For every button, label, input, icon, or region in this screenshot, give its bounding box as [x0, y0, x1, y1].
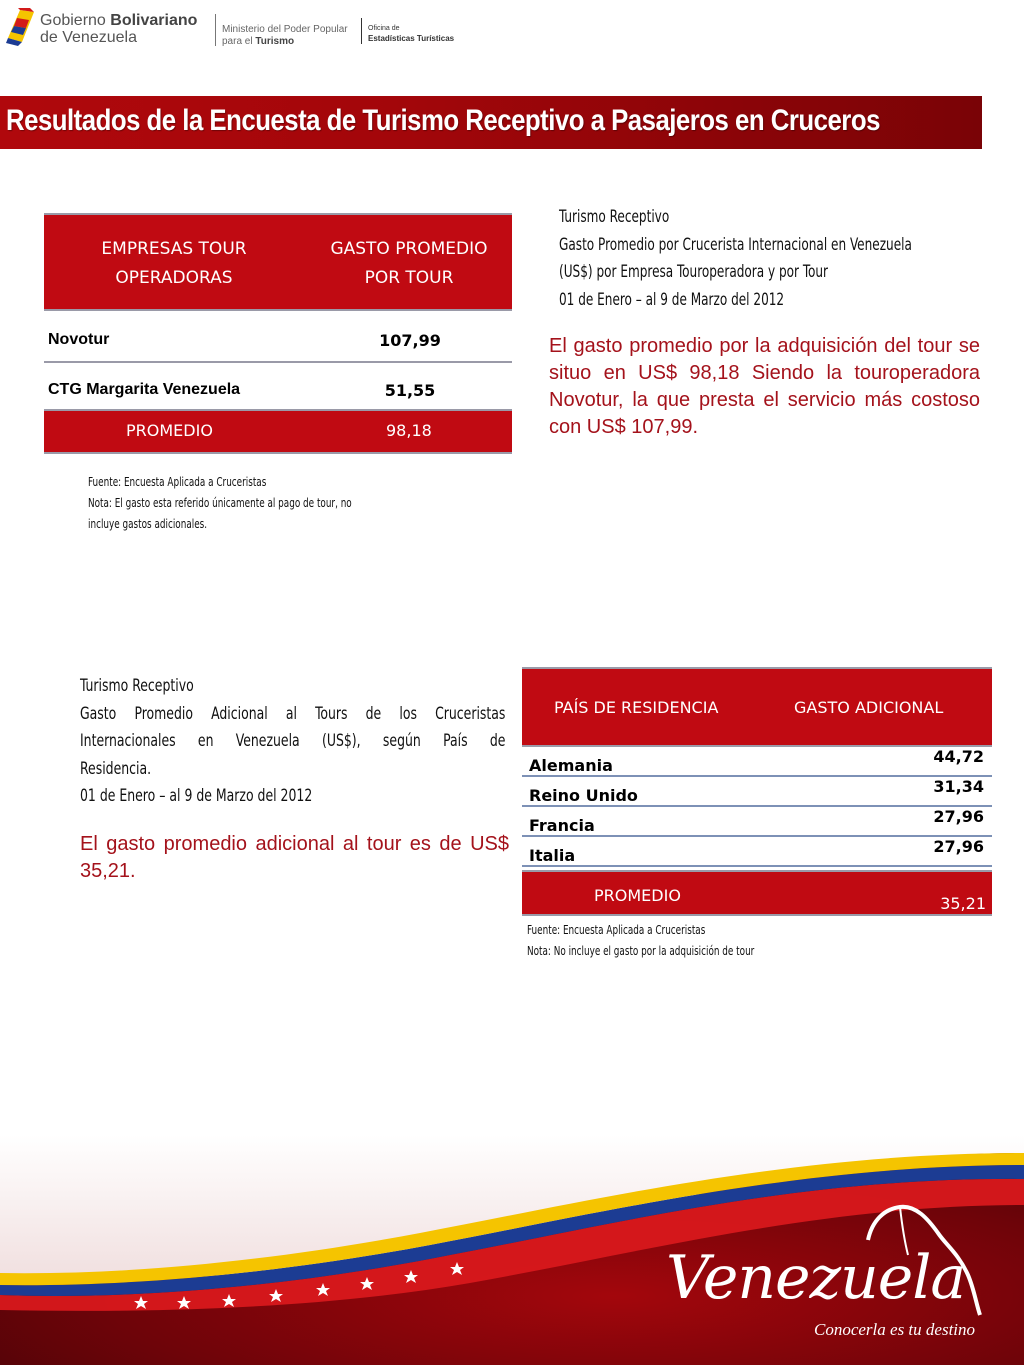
average-value: 98,18 [386, 421, 432, 440]
table-average-row [522, 870, 992, 916]
title-banner [0, 96, 982, 149]
caption-line: Gasto Promedio por Crucerista Internacional en Venezuela [559, 234, 912, 255]
caption-line: 01 de Enero – al 9 de Marzo del 2012 [80, 786, 313, 806]
section2-summary: El gasto promedio adicional al tour es de US$ 35,21. [80, 833, 509, 882]
brand-logo-word: Venezuela [666, 1243, 966, 1313]
ministry-name [222, 24, 348, 48]
page-title: Resultados de la Encuesta de Turismo Receptivo a Pasajeros en Cruceros [6, 104, 880, 137]
table-header [44, 213, 512, 311]
average-value: 35,21 [940, 894, 986, 913]
table-row [522, 747, 992, 777]
caption-line: Residencia. [80, 758, 152, 779]
office-line2: Estadísticas Turísticas [368, 34, 455, 43]
caption-line: 01 de Enero – al 9 de Marzo del 2012 [559, 289, 785, 310]
gov-line1-prefix: Gobierno [40, 12, 106, 29]
table-row [44, 313, 512, 363]
table-row [522, 807, 992, 837]
country-name: Reino Unido [529, 786, 638, 805]
table-row [522, 777, 992, 807]
ministry-line2-prefix: para el [222, 36, 253, 47]
ministry-line1: Ministerio del Poder Popular [222, 24, 348, 35]
gov-line2: de Venezuela [40, 29, 137, 46]
header-logos [0, 0, 480, 60]
section2-caption [80, 673, 506, 811]
brand-tagline: Conocerla es tu destino [814, 1320, 976, 1339]
office-line1: Oficina de [368, 25, 400, 32]
table-average-row [44, 411, 512, 454]
company-name: CTG Margarita Venezuela [48, 381, 241, 398]
header-companies-line1: EMPRESAS TOUR [101, 239, 247, 259]
country-name: Italia [529, 846, 576, 865]
section1-caption [559, 204, 1006, 314]
header-additional-spend: GASTO ADICIONAL [794, 698, 944, 717]
caption-line: Gasto Promedio Adicional al Tours de los Cruceristas [80, 703, 506, 724]
header-divider [215, 14, 216, 46]
note-line: Nota: No incluye el gasto por la adquisición de tour [527, 944, 755, 958]
country-value: 44,72 [933, 747, 984, 766]
table-row [44, 363, 512, 411]
table2-notes [527, 920, 804, 962]
caption-line: Turismo Receptivo [80, 676, 194, 696]
table1-notes [88, 472, 410, 535]
country-name: Alemania [529, 756, 613, 775]
header-companies-line2: OPERADORAS [115, 268, 233, 288]
note-line: incluye gastos adicionales. [88, 517, 208, 531]
average-label: PROMEDIO [126, 421, 213, 440]
note-line: Nota: El gasto esta referido únicamente al pago de tour, no [88, 496, 352, 510]
gov-line1-bold: Bolivariano [110, 12, 198, 29]
caption-line: Turismo Receptivo [559, 207, 670, 227]
company-value: 51,55 [384, 381, 436, 400]
table-row [522, 837, 992, 867]
venezuela-flag-icon [6, 8, 36, 46]
country-value: 31,34 [933, 777, 984, 796]
ministry-line2-bold: Turismo [255, 36, 295, 47]
average-label: PROMEDIO [594, 886, 681, 905]
company-name: Novotur [48, 331, 110, 348]
section1-summary: El gasto promedio por la adquisición del tour se situo en US$ 98,18 Siendo la touroperadora Novotur, la que presta el servicio más costoso con US$ 107,99. [549, 335, 980, 438]
note-line: Fuente: Encuesta Aplicada a Cruceristas [88, 475, 267, 489]
header-spend-line1: GASTO PROMEDIO [330, 239, 488, 259]
header-divider-2 [361, 18, 362, 44]
header-spend-line2: POR TOUR [364, 268, 454, 288]
caption-line: Internacionales en Venezuela (US$), según País de [80, 731, 506, 751]
country-value: 27,96 [933, 807, 984, 826]
government-name [40, 12, 197, 46]
country-value: 27,96 [933, 837, 984, 856]
office-name [368, 24, 454, 45]
table-header [522, 667, 992, 747]
country-name: Francia [529, 816, 595, 835]
company-value: 107,99 [379, 331, 441, 350]
note-line: Fuente: Encuesta Aplicada a Cruceristas [527, 923, 706, 937]
caption-line: (US$) por Empresa Touroperadora y por Tour [559, 262, 828, 282]
header-companies [74, 235, 274, 293]
header-country: PAÍS DE RESIDENCIA [554, 698, 719, 717]
header-average-spend [314, 235, 504, 293]
